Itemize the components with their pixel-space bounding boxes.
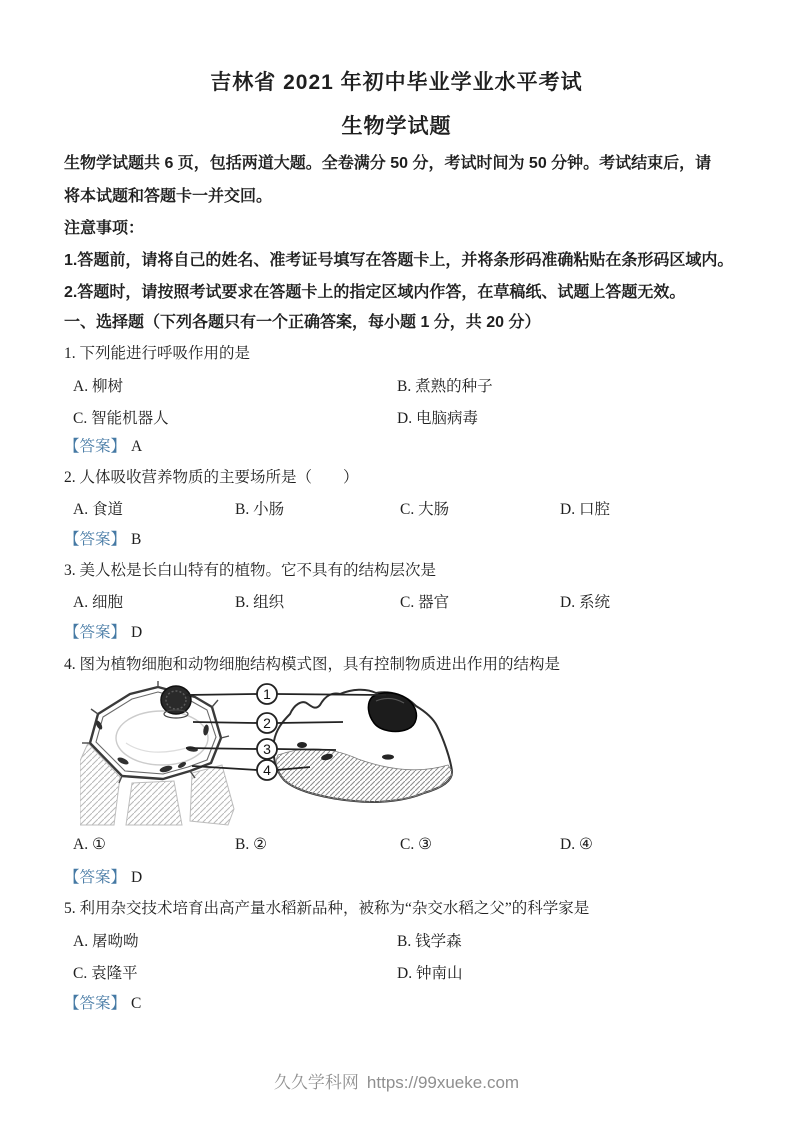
option: B. 煮熟的种子: [397, 378, 493, 395]
question-stem: 3. 美人松是长白山特有的植物。它不具有的结构层次是: [64, 562, 437, 579]
answer-line: [64, 991, 141, 1013]
question-stem: 4. 图为植物细胞和动物细胞结构模式图，具有控制物质进出作用的结构是: [64, 656, 561, 673]
option: B. ②: [235, 836, 267, 853]
answer-line: [64, 865, 142, 887]
svg-text:1: 1: [263, 686, 271, 702]
notice-item: 1.答题前，请将自己的姓名、准考证号填写在答题卡上，并将条形码准确粘贴在条形码区域内。: [64, 252, 734, 269]
answer-label: 【答案】: [64, 438, 127, 455]
option: A. 屠呦呦: [73, 933, 139, 950]
answer-value: D: [131, 624, 143, 641]
option-row: [0, 497, 793, 517]
option: A. 食道: [73, 501, 123, 518]
intro-line: 将本试题和答题卡一并交回。: [64, 188, 273, 205]
option: C. 袁隆平: [73, 965, 138, 982]
diagram-label-2: [257, 713, 277, 733]
page-title: 吉林省 2021 年初中毕业学业水平考试: [210, 71, 583, 94]
option: C. 器官: [400, 594, 450, 611]
animal-nucleus: [368, 693, 416, 732]
answer-value: B: [131, 531, 142, 548]
answer-value: D: [131, 869, 143, 886]
footer-site-name: 久久学科网: [273, 1073, 359, 1092]
svg-text:4: 4: [263, 762, 271, 778]
answer-label: 【答案】: [64, 531, 127, 548]
cell-diagram: [80, 681, 470, 826]
page-subtitle: 生物学试题: [341, 115, 452, 138]
option-row: [0, 961, 793, 981]
answer-line: [64, 434, 142, 456]
option: C. ③: [400, 836, 432, 853]
question-stem: 2. 人体吸收营养物质的主要场所是（ ）: [64, 469, 359, 486]
question-stem: 1. 下列能进行呼吸作用的是: [64, 345, 251, 362]
option: C. 智能机器人: [73, 410, 169, 427]
option: D. 口腔: [560, 501, 610, 518]
answer-value: A: [131, 438, 143, 455]
diagram-label-4: [257, 760, 277, 780]
option: A. 细胞: [73, 594, 123, 611]
option: A. ①: [73, 836, 106, 853]
option: D. 系统: [560, 594, 610, 611]
option: B. 组织: [235, 594, 285, 611]
diagram-label-3: [257, 739, 277, 759]
option: D. 电脑病毒: [397, 410, 478, 427]
notice-heading: 注意事项：: [64, 220, 145, 237]
svg-text:2: 2: [263, 715, 271, 731]
footer-watermark: [0, 1068, 793, 1093]
notice-item: 2.答题时，请按照考试要求在答题卡上的指定区域内作答，在草稿纸、试题上答题无效。: [64, 284, 686, 301]
answer-line: [64, 527, 141, 549]
option-row: [0, 590, 793, 610]
plant-cell-illustration: [80, 681, 234, 825]
option-row: [0, 835, 793, 855]
option: B. 钱学森: [397, 933, 462, 950]
answer-label: 【答案】: [64, 869, 127, 886]
section-heading: 一、选择题（下列各题只有一个正确答案，每小题 1 分，共 20 分）: [64, 314, 541, 331]
option: A. 柳树: [73, 378, 123, 395]
answer-value: C: [131, 995, 142, 1012]
option: B. 小肠: [235, 501, 285, 518]
svg-text:3: 3: [263, 741, 271, 757]
option-row: [0, 374, 793, 394]
diagram-label-1: [257, 684, 277, 704]
answer-label: 【答案】: [64, 995, 127, 1012]
option-row: [0, 406, 793, 426]
option: C. 大肠: [400, 501, 450, 518]
footer-site-url: https://99xueke.com: [366, 1073, 520, 1092]
answer-label: 【答案】: [64, 624, 127, 641]
option: D. ④: [560, 836, 593, 853]
animal-cell-illustration: [273, 690, 452, 802]
intro-line: 生物学试题共 6 页，包括两道大题。全卷满分 50 分，考试时间为 50 分钟。考试结束后，请: [64, 155, 712, 172]
answer-line: [64, 620, 142, 642]
question-stem: 5. 利用杂交技术培育出高产量水稻新品种，被称为“杂交水稻之父”的科学家是: [64, 900, 590, 917]
option: D. 钟南山: [397, 965, 463, 982]
option-row: [0, 929, 793, 949]
